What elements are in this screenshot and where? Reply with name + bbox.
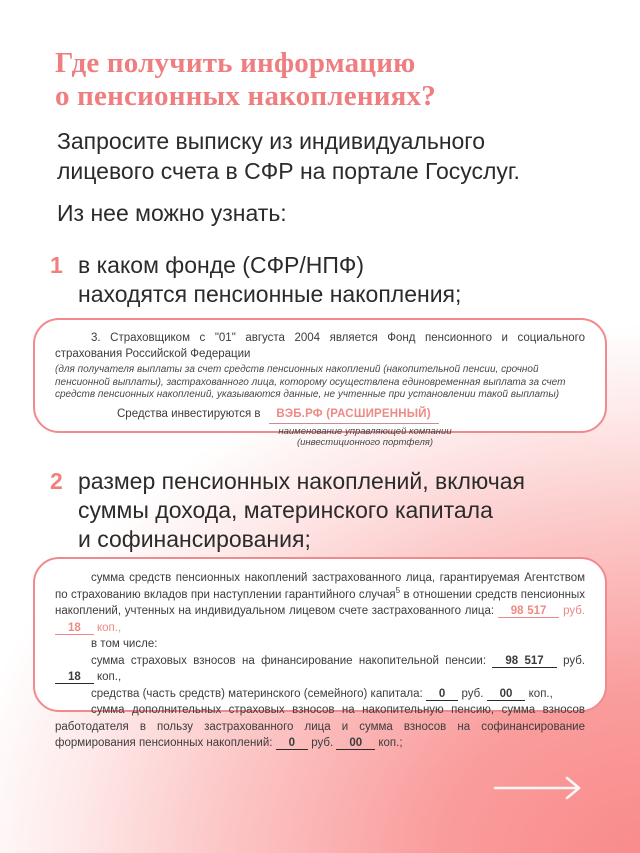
contributions-kop-label: коп., xyxy=(93,671,122,683)
list-item-1-line-1: в каком фонде (СФР/НПФ) xyxy=(78,252,365,278)
maternal-rub-label: руб. xyxy=(458,687,487,700)
intro-subtext: Из нее можно узнать: xyxy=(57,200,287,226)
contributions-line xyxy=(55,653,585,686)
contributions-kop-value: 18 xyxy=(55,671,94,684)
guaranteed-sum-paragraph xyxy=(55,570,585,636)
invest-blank-field xyxy=(269,407,439,424)
list-item-1-number: 1 xyxy=(50,252,63,278)
guaranteed-sum-text: сумма средств пенсионных накоплений застрахованного лица, гарантируемая Агентством по страхованию вкладов при наступлении гарантийного случая xyxy=(55,572,585,601)
guaranteed-sum-text-2: в отношении средств пенсионных накоплений, учтенных на индивидуальном лицевом счете застрахованного лица: xyxy=(55,588,585,617)
invest-caption xyxy=(255,426,475,449)
list-item-1-text xyxy=(78,251,461,309)
page-title-line-2: о пенсионных накоплениях? xyxy=(55,80,436,112)
maternal-capital-line xyxy=(55,686,585,703)
contributions-text: сумма страховых взносов на финансирование накопительной пенсии: xyxy=(91,654,493,667)
including-label: в том числе: xyxy=(91,638,158,650)
guaranteed-kop-value: 18 xyxy=(55,622,94,635)
cofinancing-rub-label: руб. xyxy=(308,737,337,749)
list-item-1 xyxy=(50,251,461,309)
maternal-rub-value: 0 xyxy=(426,688,458,701)
next-page-button[interactable] xyxy=(492,774,584,802)
invest-row xyxy=(117,407,585,424)
intro-text xyxy=(57,126,520,186)
intro-text-line-1: Запросите выписку из индивидуального xyxy=(57,128,485,154)
invest-caption-line-2: (инвестиционного портфеля) xyxy=(296,437,434,448)
list-item-2-line-1: размер пенсионных накоплений, включая xyxy=(78,468,525,494)
intro-text-line-2: лицевого счета в СФР на портале Госуслуг. xyxy=(57,158,520,184)
contributions-rub-label: руб. xyxy=(556,654,585,667)
maternal-capital-text: средства (часть средств) материнского (семейного) капитала: xyxy=(91,687,426,700)
invest-value: ВЭБ.РФ (РАСШИРЕННЫЙ) xyxy=(276,407,431,420)
list-item-2-number: 2 xyxy=(50,468,63,494)
cofinancing-kop-label: коп.; xyxy=(375,737,403,749)
cofinancing-text: сумма дополнительных страховых взносов на накопительную пенсию, сумма взносов работодателя в пользу застрахованного лица и сумма взносов на софинансирование формирования пенсионных накоплений: xyxy=(55,704,585,749)
page-title xyxy=(55,47,436,113)
contributions-rub-value: 98 517 xyxy=(492,655,556,668)
list-item-2-text xyxy=(78,467,525,554)
insurer-paragraph: 3. Страховщиком с "01" августа 2004 является Фонд пенсионного и социального страхования Российской Федерации xyxy=(55,332,585,360)
page-title-line-1: Где получить информацию xyxy=(55,47,416,79)
list-item-1-line-2: находятся пенсионные накопления; xyxy=(78,281,462,307)
invest-label: Средства инвестируются в xyxy=(117,407,261,420)
list-item-2-line-3: и софинансирования; xyxy=(78,526,311,552)
guaranteed-rub-value: 98 517 xyxy=(498,605,560,618)
cofinancing-line xyxy=(55,702,585,752)
guaranteed-kop-label: коп., xyxy=(93,621,122,634)
arrow-right-icon xyxy=(492,774,584,802)
maternal-kop-value: 00 xyxy=(487,688,526,701)
cofinancing-kop-value: 00 xyxy=(336,737,375,750)
list-item-2 xyxy=(50,467,525,554)
list-item-2-line-2: суммы дохода, материнского капитала xyxy=(78,497,493,523)
cofinancing-rub-value: 0 xyxy=(276,737,308,750)
statement-excerpt-card-2 xyxy=(33,557,607,749)
insurer-note-italic: (для получателя выплаты за счет средств пенсионных накоплений (накопительной пенсии, срочной пенсионной выплаты), застрахованного лица, которому осуществлена единовременная выплата за счет средств пенсионных накоплений, указываются данные, не учтенные при установлении такой выплаты) xyxy=(55,364,566,400)
statement-excerpt-card-1 xyxy=(33,318,607,448)
maternal-kop-label: коп., xyxy=(525,687,553,700)
guaranteed-rub-label: руб. xyxy=(559,605,585,617)
invest-caption-line-1: наименование управляющей компании xyxy=(278,425,452,437)
footnote-superscript: 5 xyxy=(395,585,401,595)
